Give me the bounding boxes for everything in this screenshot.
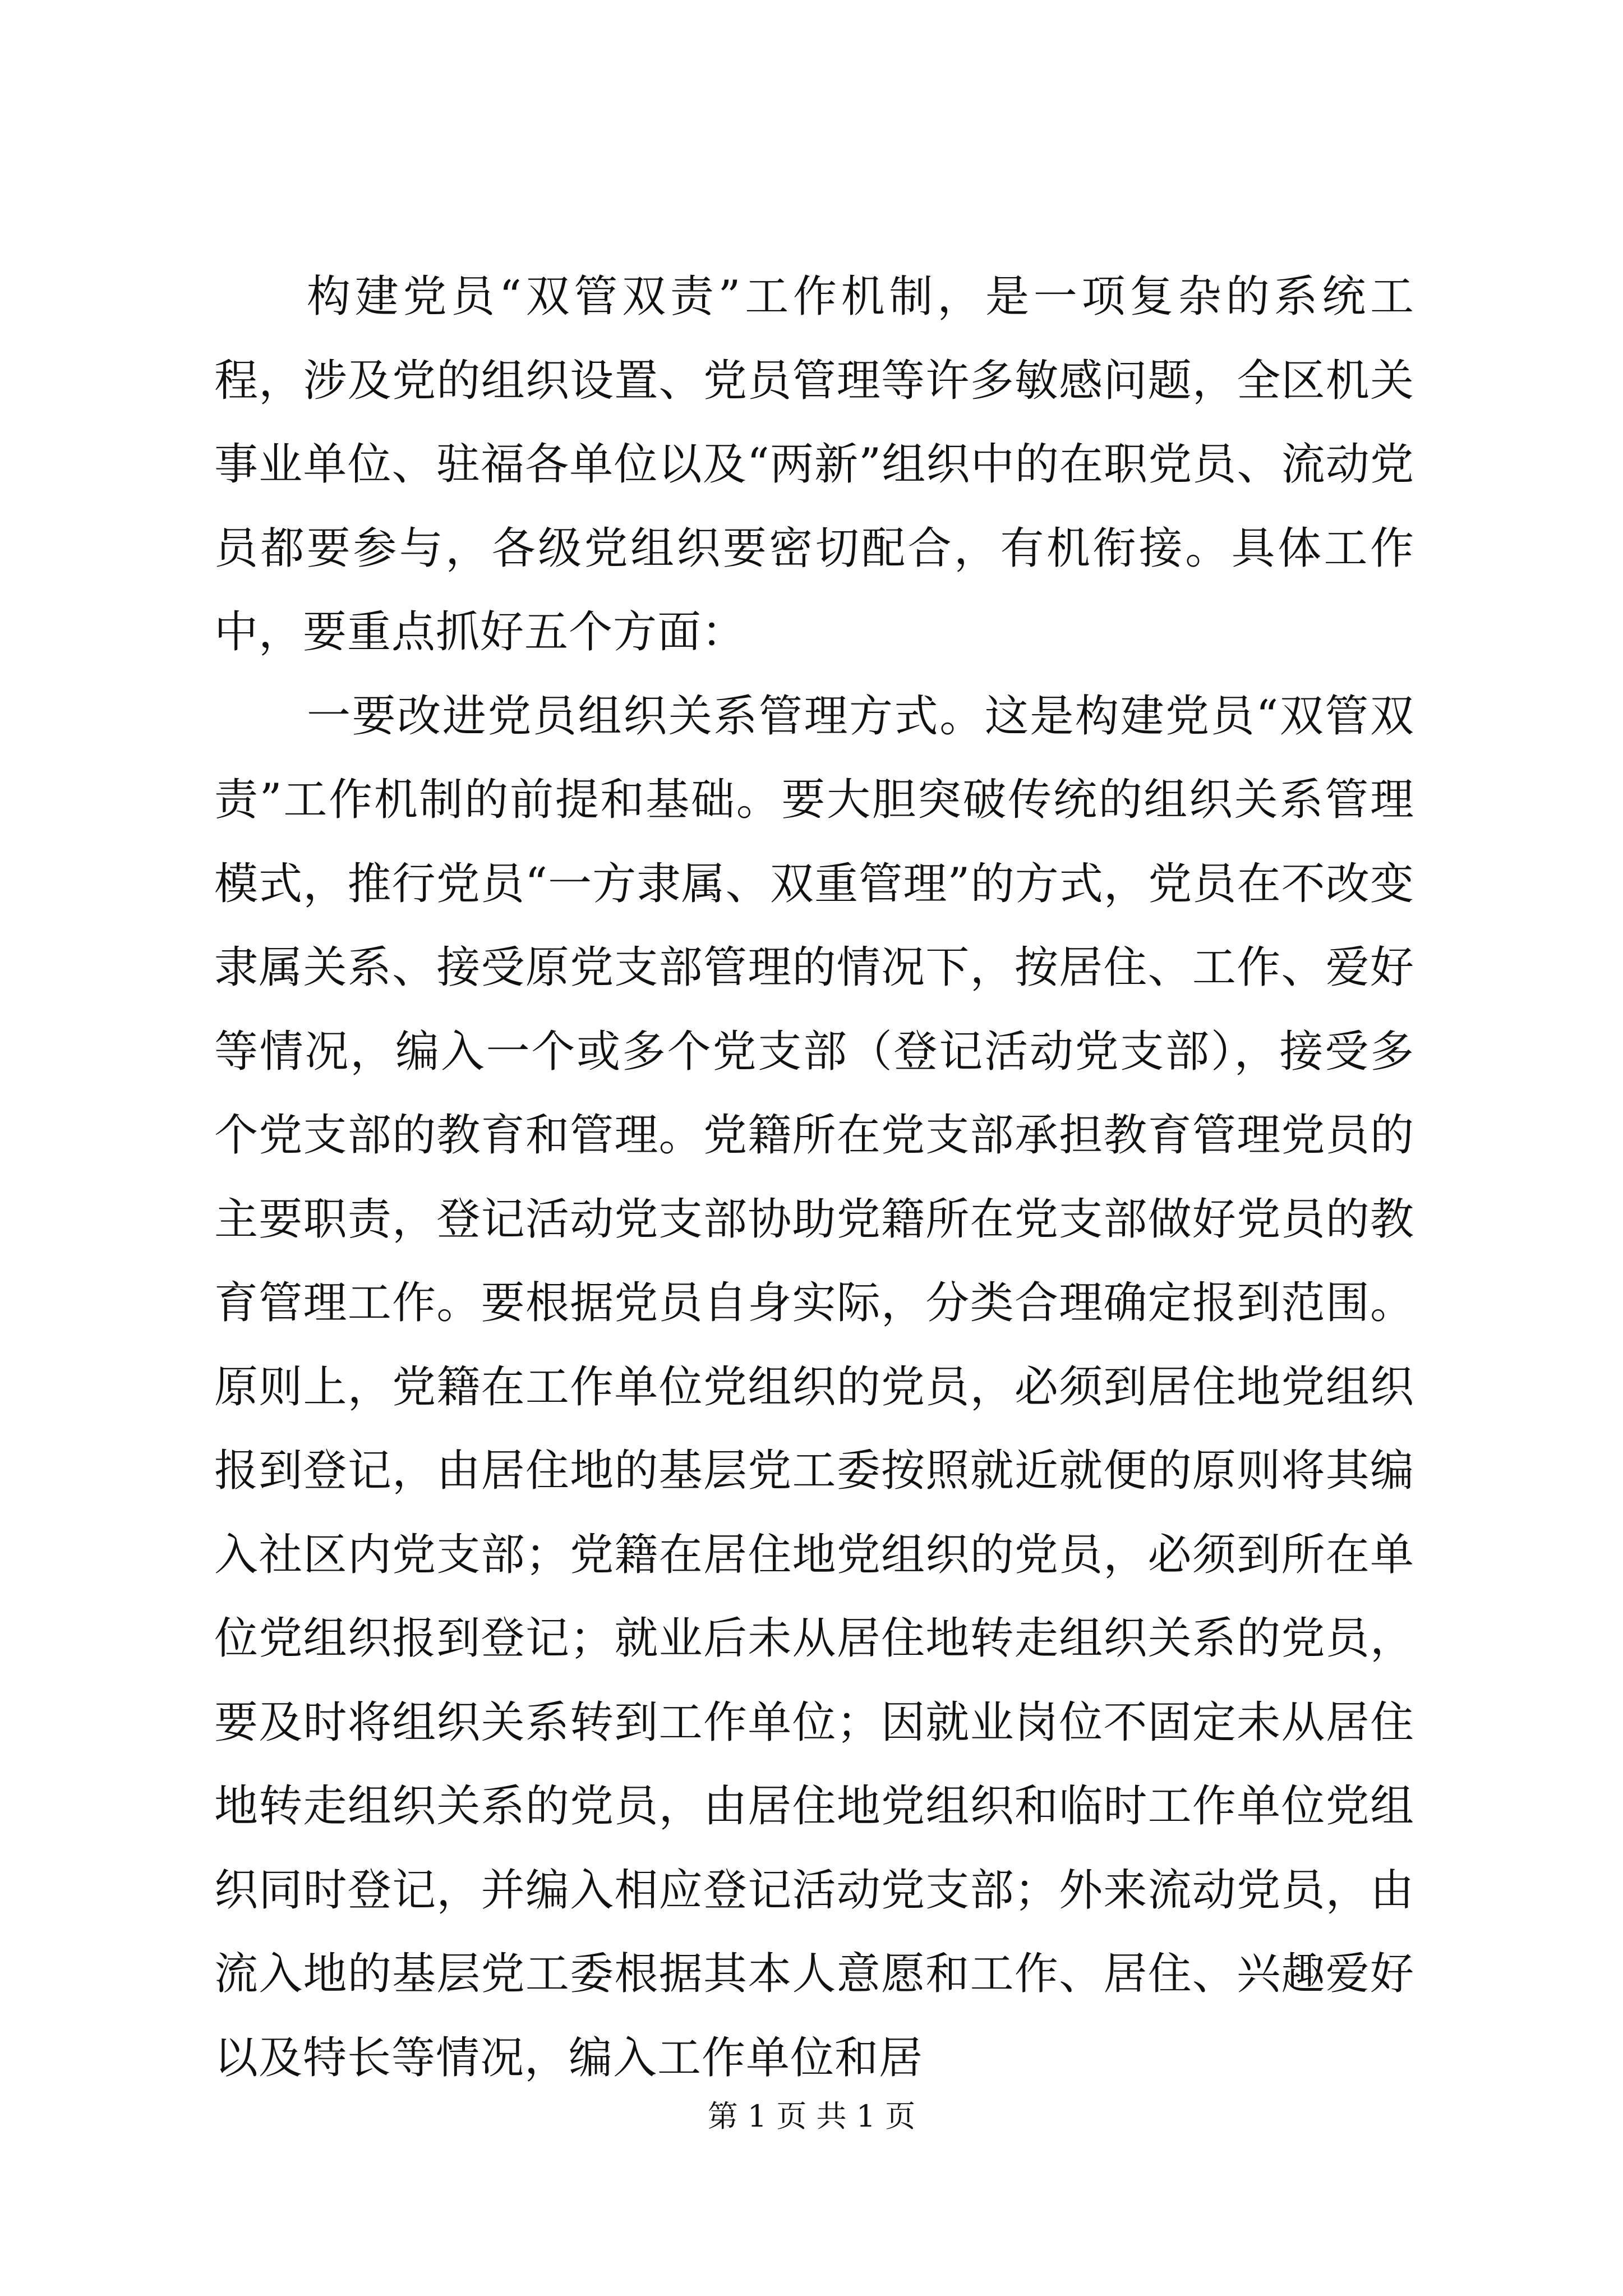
document-body (214, 255, 1414, 2100)
paragraph-point-one: 一要改进党员组织关系管理方式。这是构建党员“双管双责”工作机制的前提和基础。要大胆突破传统的组织关系管理模式，推行党员“一方隶属、双重管理”的方式，党员在不改变隶属关系、接受原党支部管理的情况下，按居住、工作、爱好等情况，编入一个或多个党支部（登记活动党支部），接受多个党支部的教育和管理。党籍所在党支部承担教育管理党员的主要职责，登记活动党支部协助党籍所在党支部做好党员的教育管理工作。要根据党员自身实际，分类合理确定报到范围。原则上，党籍在工作单位党组织的党员，必须到居住地党组织报到登记，由居住地的基层党工委按照就近就便的原则将其编入社区内党支部；党籍在居住地党组织的党员，必须到所在单位党组织报到登记；就业后未从居住地转走组织关系的党员，要及时将组织关系转到工作单位；因就业岗位不固定未从居住地转走组织关系的党员，由居住地党组织和临时工作单位党组织同时登记，并编入相应登记活动党支部；外来流动党员，由流入地的基层党工委根据其本人意愿和工作、居住、兴趣爱好以及特长等情况，编入工作单位和居 (214, 691, 1414, 2083)
paragraph-intro: 构建党员“双管双责”工作机制，是一项复杂的系统工程，涉及党的组织设置、党员管理等许多敏感问题，全区机关事业单位、驻福各单位以及“两新”组织中的在职党员、流动党员都要参与，各级党组织要密切配合，有机衔接。具体工作中，要重点抓好五个方面： (214, 272, 1414, 657)
page-footer: 第 1 页 共 1 页 (707, 2099, 916, 2134)
